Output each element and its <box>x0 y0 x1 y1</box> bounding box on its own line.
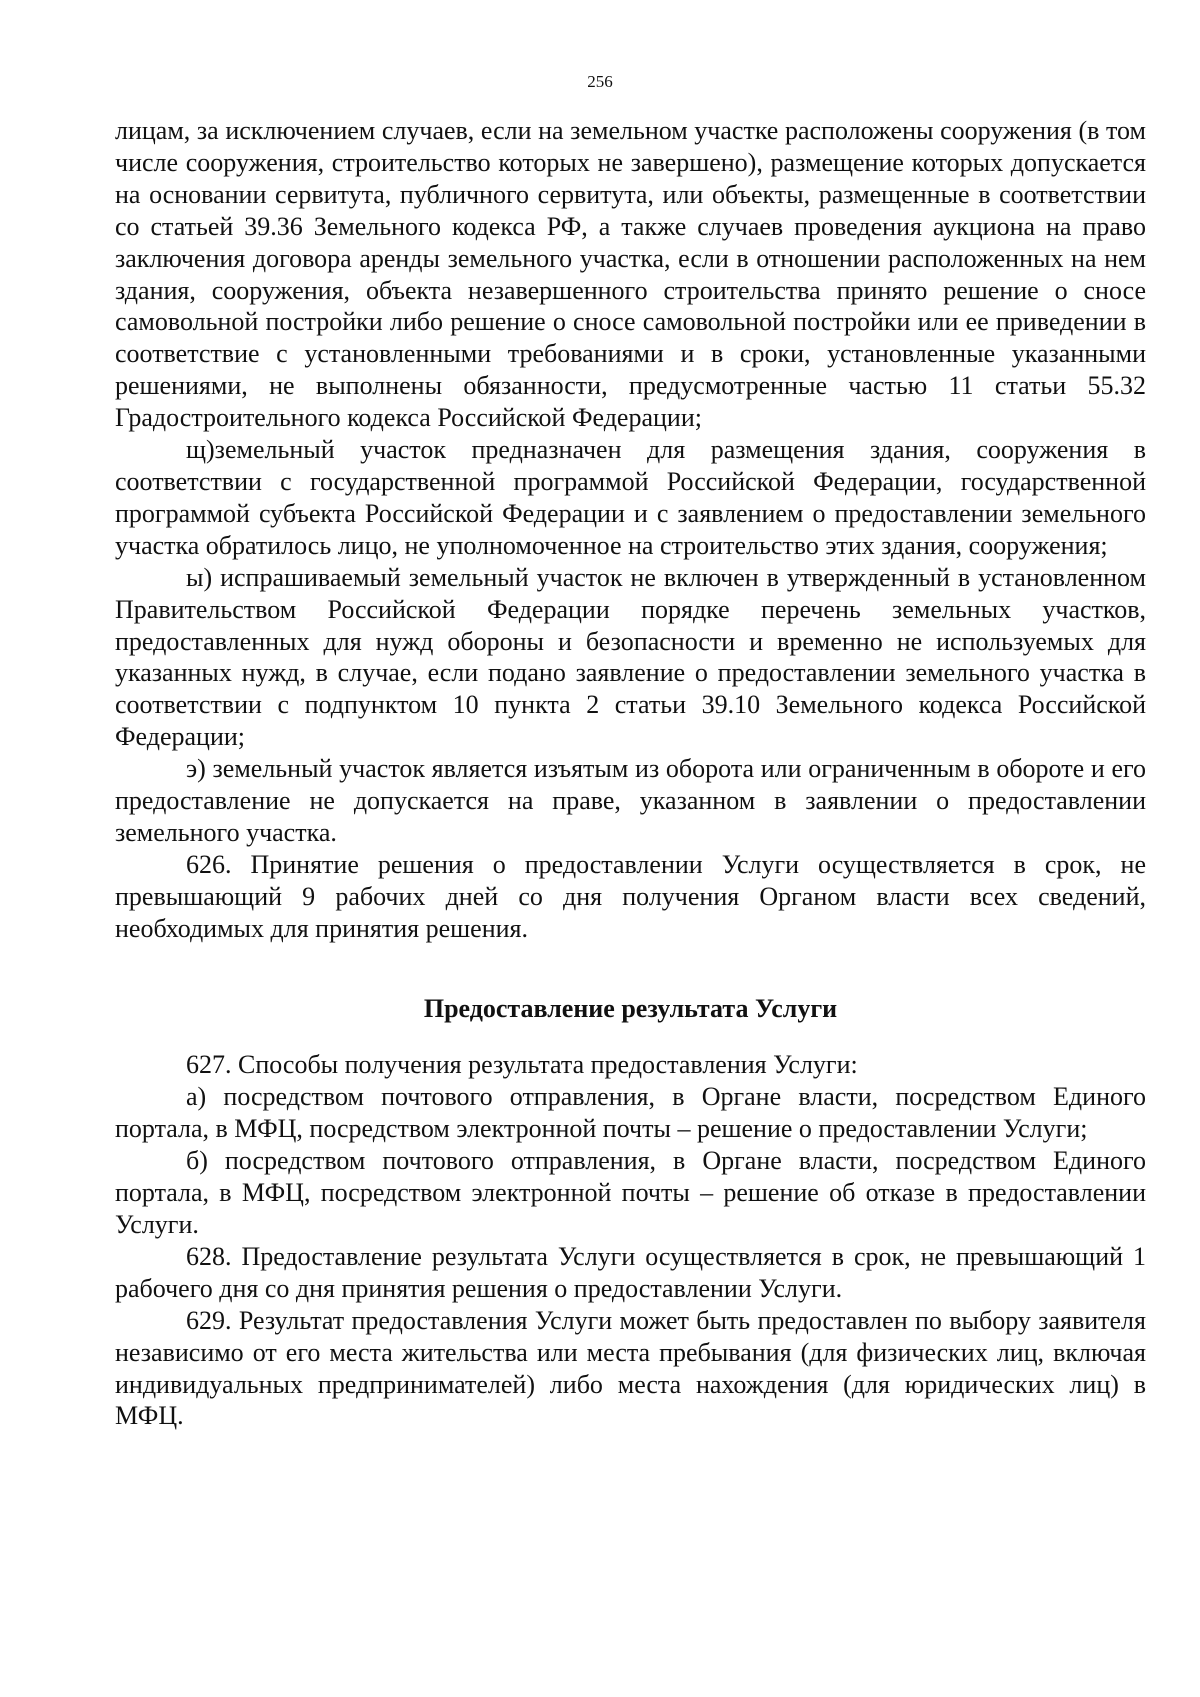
paragraph-item-e: э) земельный участок является изъятым из оборота или ограниченным в обороте и его предоставление не допускается на праве, указанном в заявлении о предоставлении земельного участка. <box>115 754 1146 847</box>
paragraph-627-a: а) посредством почтового отправления, в Органе власти, посредством Единого портала, в МФЦ, посредством электронной почты – решение о предоставлении Услуги; <box>115 1082 1146 1144</box>
section-heading: Предоставление результата Услуги <box>423 993 838 1023</box>
paragraph-628: 628. Предоставление результата Услуги осуществляется в срок, не превышающий 1 рабочего дня со дня принятия решения о предоставлении Услуги. <box>115 1241 1146 1303</box>
paragraph-629: 629. Результат предоставления Услуги может быть предоставлен по выбору заявителя независимо от его места жительства или места пребывания (для физических лиц, включая индивидуальных предпринимателей) либо места нахождения (для юридических лиц) в МФЦ. <box>115 1305 1146 1431</box>
paragraph-627-b: б) посредством почтового отправления, в Органе власти, посредством Единого портала, в МФЦ, посредством электронной почты – решение об отказе в предоставлении Услуги. <box>115 1146 1146 1239</box>
paragraph-item-shch: щ)земельный участок предназначен для размещения здания, сооружения в соответствии с государственной программой Российской Федерации, государственной программой субъекта Российской Федерации и с заявлением о предоставлении земельного участка обратилось лицо, не уполномоченное на строительство этих здания, сооружения; <box>115 435 1146 560</box>
paragraph-continuation: лицам, за исключением случаев, если на земельном участке расположены сооружения (в том числе сооружения, строительство которых не завершено), размещение которых допускается на основании сервитута, публичного сервитута, или объекты, размещенные в соответствии со статьей 39.36 Земельного кодекса РФ, а также случаев проведения аукциона на право заключения договора аренды земельного участка, если в отношении расположенных на нем здания, сооружения, объекта незавершенного строительства принято решение о сносе самовольной постройки либо решение о сносе самовольной постройки или ее приведении в соответствие с установленными требованиями и в сроки, установленные указанными решениями, не выполнены обязанности, предусмотренные частью 11 статьи 55.32 Градостроительного кодекса Российской Федерации; <box>115 116 1146 433</box>
paragraph-626: 626. Принятие решения о предоставлении Услуги осуществляется в срок, не превышающий 9 рабочих дней со дня получения Органом власти всех сведений, необходимых для принятия решения. <box>115 849 1146 943</box>
paragraph-627: 627. Способы получения результата предоставления Услуги: <box>186 1050 858 1080</box>
page-number: 256 <box>587 72 613 91</box>
document-body <box>115 115 1146 1432</box>
paragraph-item-y: ы) испрашиваемый земельный участок не включен в утвержденный в установленном Правительством Российской Федерации порядке перечень земельных участков, предоставленных для нужд обороны и безопасности и временно не используемых для указанных нужд, в случае, если подано заявление о предоставлении земельного участка в соответствии с подпунктом 10 пункта 2 статьи 39.10 Земельного кодекса Российской Федерации; <box>115 562 1146 752</box>
